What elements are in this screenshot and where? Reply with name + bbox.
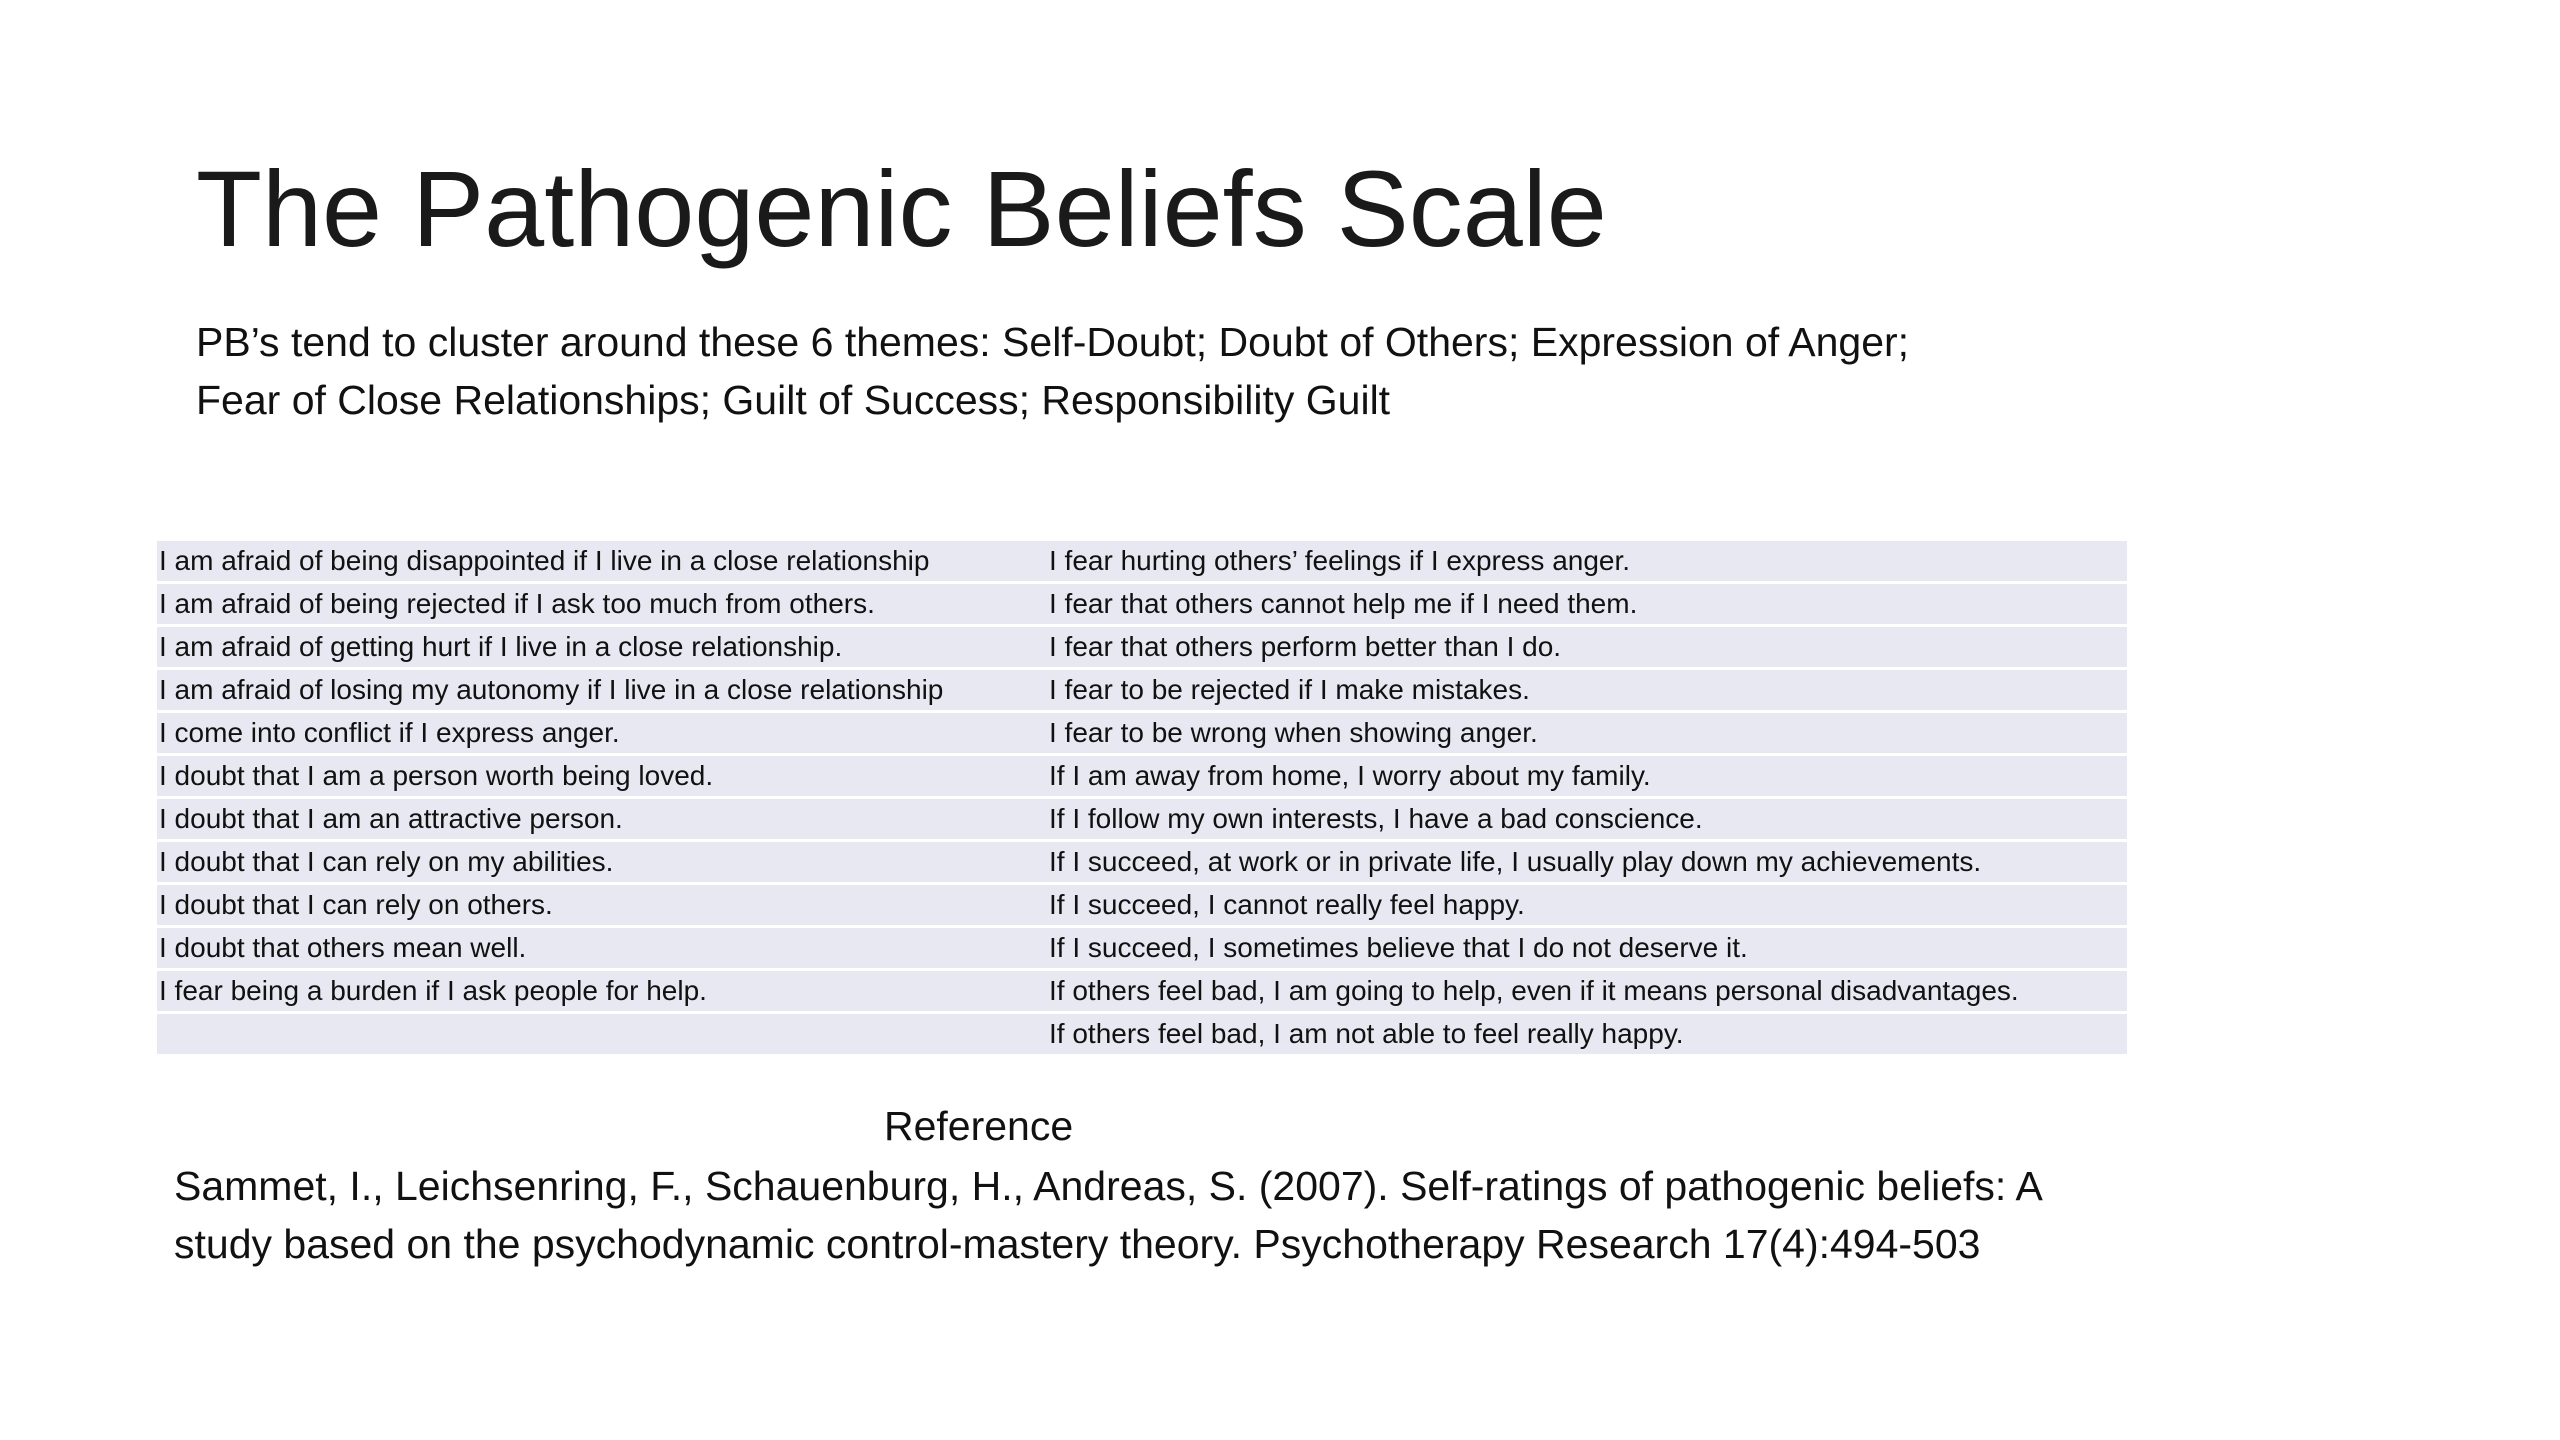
table-row	[157, 799, 2127, 839]
belief-right-cell: I fear to be wrong when showing anger.	[1047, 713, 2127, 753]
belief-left-cell	[157, 1014, 1029, 1054]
belief-right-cell: If I succeed, at work or in private life, I usually play down my achievements.	[1047, 842, 2127, 882]
belief-right-cell: If I succeed, I cannot really feel happy.	[1047, 885, 2127, 925]
beliefs-table-body	[157, 541, 2127, 1054]
reference-citation: Sammet, I., Leichsenring, F., Schauenburg, H., Andreas, S. (2007). Self-ratings of pathogenic beliefs: A study based on the psychodynamic control-mastery theory. Psychotherapy Research 17(4):494-503	[174, 1163, 2041, 1267]
table-row	[157, 1014, 2127, 1054]
column-gap	[1029, 670, 1047, 710]
column-gap	[1029, 713, 1047, 753]
column-gap	[1029, 928, 1047, 968]
reference-heading: Reference	[884, 1103, 1074, 1149]
column-gap	[1029, 799, 1047, 839]
column-gap	[1029, 885, 1047, 925]
column-gap	[1029, 971, 1047, 1011]
belief-right-cell: If I follow my own interests, I have a bad conscience.	[1047, 799, 2127, 839]
column-gap	[1029, 584, 1047, 624]
beliefs-table	[157, 538, 2127, 1057]
table-row	[157, 842, 2127, 882]
belief-right-cell: I fear that others perform better than I do.	[1047, 627, 2127, 667]
belief-left-cell: I doubt that I can rely on others.	[157, 885, 1029, 925]
slide-title: The Pathogenic Beliefs Scale	[196, 148, 1607, 269]
belief-left-cell: I am afraid of getting hurt if I live in a close relationship.	[157, 627, 1029, 667]
belief-right-cell: I fear hurting others’ feelings if I express anger.	[1047, 541, 2127, 581]
column-gap	[1029, 627, 1047, 667]
column-gap	[1029, 1014, 1047, 1054]
belief-right-cell: I fear to be rejected if I make mistakes.	[1047, 670, 2127, 710]
table-row	[157, 670, 2127, 710]
table-row	[157, 584, 2127, 624]
belief-left-cell: I doubt that I am a person worth being loved.	[157, 756, 1029, 796]
belief-left-cell: I doubt that I am an attractive person.	[157, 799, 1029, 839]
table-row	[157, 713, 2127, 753]
column-gap	[1029, 842, 1047, 882]
column-gap	[1029, 756, 1047, 796]
table-row	[157, 971, 2127, 1011]
belief-left-cell: I come into conflict if I express anger.	[157, 713, 1029, 753]
belief-right-cell: I fear that others cannot help me if I need them.	[1047, 584, 2127, 624]
belief-left-cell: I am afraid of losing my autonomy if I live in a close relationship	[157, 670, 1029, 710]
belief-left-cell: I doubt that others mean well.	[157, 928, 1029, 968]
belief-right-cell: If I succeed, I sometimes believe that I do not deserve it.	[1047, 928, 2127, 968]
belief-right-cell: If others feel bad, I am not able to feel really happy.	[1047, 1014, 2127, 1054]
table-row	[157, 885, 2127, 925]
belief-left-cell: I doubt that I can rely on my abilities.	[157, 842, 1029, 882]
belief-right-cell: If I am away from home, I worry about my family.	[1047, 756, 2127, 796]
table-row	[157, 928, 2127, 968]
table-row	[157, 541, 2127, 581]
slide-subtitle: PB’s tend to cluster around these 6 themes: Self-Doubt; Doubt of Others; Expression of Anger; Fear of Close Relationships; Guilt of Success; Responsibility Guilt	[196, 319, 1910, 423]
column-gap	[1029, 541, 1047, 581]
belief-left-cell: I fear being a burden if I ask people for help.	[157, 971, 1029, 1011]
belief-right-cell: If others feel bad, I am going to help, even if it means personal disadvantages.	[1047, 971, 2127, 1011]
belief-left-cell: I am afraid of being rejected if I ask too much from others.	[157, 584, 1029, 624]
belief-left-cell: I am afraid of being disappointed if I live in a close relationship	[157, 541, 1029, 581]
table-row	[157, 627, 2127, 667]
table-row	[157, 756, 2127, 796]
